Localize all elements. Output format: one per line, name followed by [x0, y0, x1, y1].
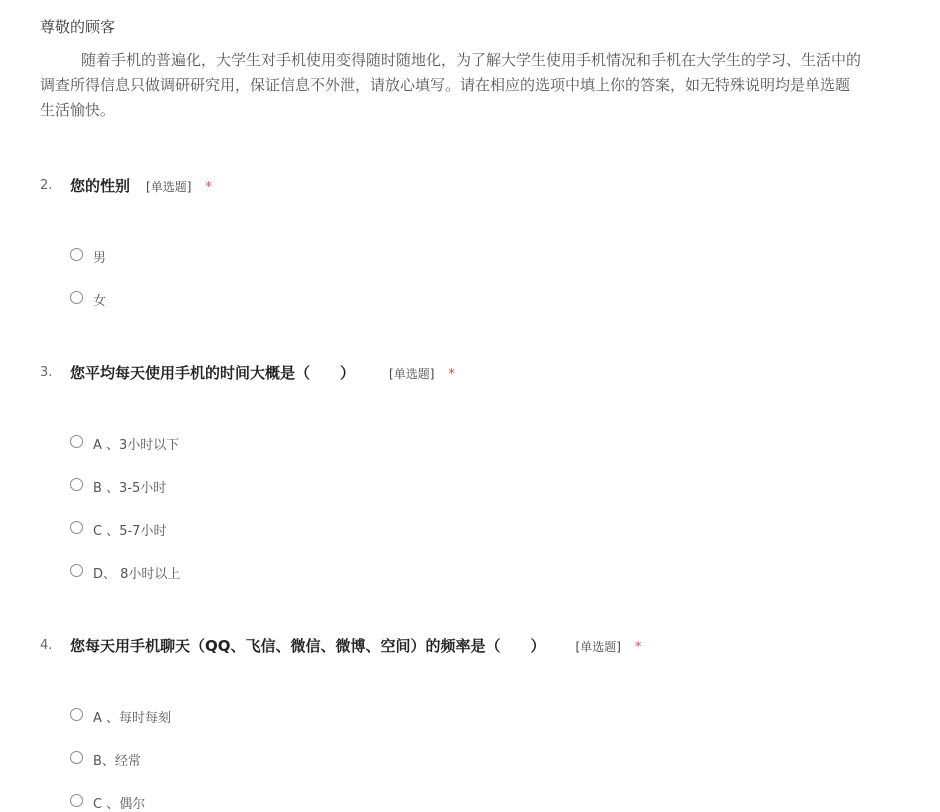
greeting-text: 尊敬的顾客 — [40, 18, 116, 36]
required-asterisk: * — [634, 640, 642, 655]
required-asterisk: * — [448, 367, 455, 382]
question-header — [40, 175, 900, 199]
question-number: 2. — [40, 178, 53, 193]
radio-button[interactable] — [70, 521, 83, 534]
radio-button[interactable] — [70, 564, 83, 577]
radio-button[interactable] — [70, 478, 83, 491]
radio-button[interactable] — [70, 248, 83, 261]
radio-button[interactable] — [70, 291, 83, 304]
intro-line: 调查所得信息只做调研研究用，保证信息不外泄，请放心填写。请在相应的选项中填上你的答案，如无特殊说明均是单选题 — [40, 76, 851, 94]
question-daily-usage — [40, 362, 900, 582]
option-label: C 、5-7小时 — [93, 524, 167, 539]
radio-button[interactable] — [70, 751, 83, 764]
intro-line: 随着手机的普遍化，大学生对手机使用变得随时随地化，为了解大学生使用手机情况和手机在大学生的学习、生活中的 — [81, 51, 862, 69]
radio-button[interactable] — [70, 435, 83, 448]
question-title — [70, 175, 212, 196]
option-label: D、 8小时以上 — [93, 567, 181, 582]
option-label: B 、3-5小时 — [93, 481, 167, 496]
option-label: A 、3小时以下 — [93, 438, 180, 453]
question-type-badge: [单选题] — [389, 367, 435, 381]
radio-button[interactable] — [70, 794, 83, 807]
required-asterisk: * — [205, 180, 212, 195]
option-label: 女 — [93, 294, 107, 309]
question-header — [40, 635, 900, 659]
question-title — [70, 635, 641, 656]
question-number: 4. — [40, 638, 53, 653]
question-type-badge: [单选题] — [575, 640, 621, 654]
question-gender — [40, 175, 900, 309]
question-title-text: 您每天用手机聊天（QQ、飞信、微信、微博、空间）的频率是（ ） — [70, 637, 546, 655]
question-title-text: 您的性别 — [70, 177, 131, 195]
question-title-text: 您平均每天使用手机的时间大概是（ ） — [70, 364, 356, 382]
question-header — [40, 362, 900, 386]
option-label: C 、偶尔 — [93, 797, 146, 812]
question-type-badge: [单选题] — [146, 180, 192, 194]
question-chat-frequency — [40, 635, 900, 812]
radio-button[interactable] — [70, 708, 83, 721]
question-number: 3. — [40, 365, 53, 380]
question-title — [70, 362, 455, 383]
option-label: 男 — [93, 251, 107, 266]
option-label: B、经常 — [93, 754, 141, 769]
option-label: A 、每时每刻 — [93, 711, 172, 726]
intro-paragraph — [40, 48, 940, 123]
intro-line: 生活愉快。 — [40, 101, 116, 119]
